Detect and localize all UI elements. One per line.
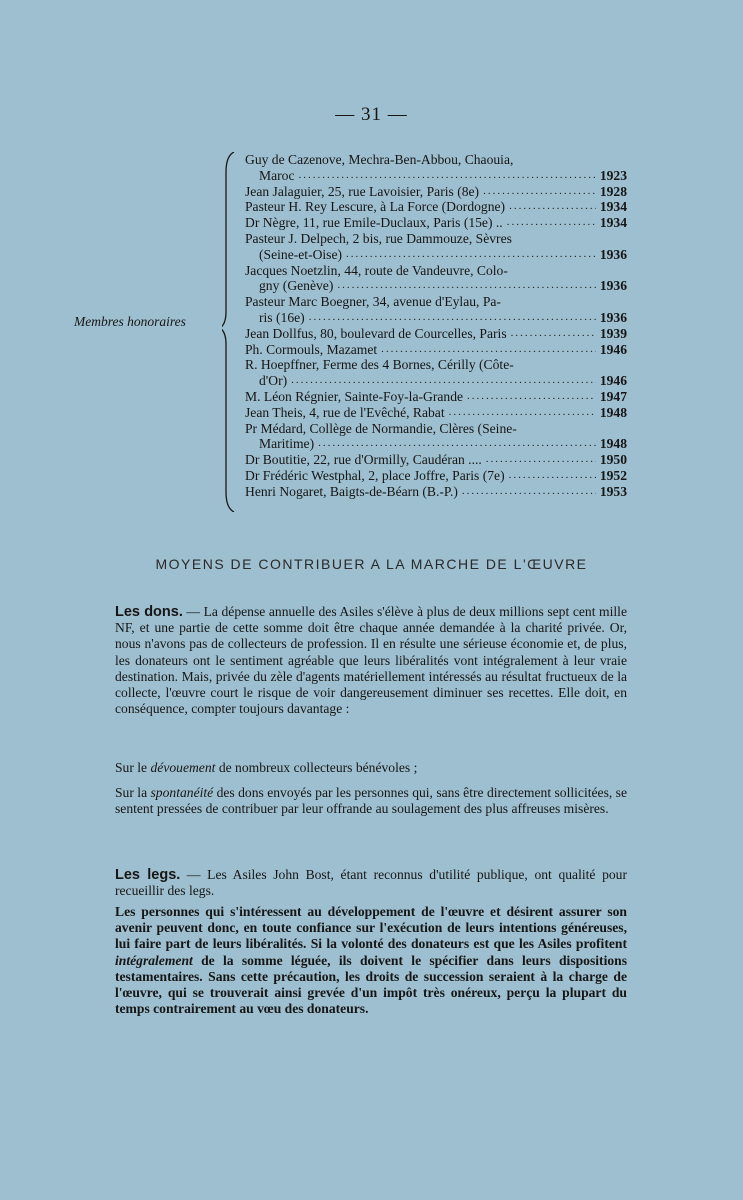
leader-dots — [507, 215, 596, 231]
member-line — [245, 373, 627, 389]
member-line — [245, 278, 627, 294]
member-year: 1948 — [599, 436, 627, 452]
member-line — [245, 168, 627, 184]
member-text: ris (16e) — [259, 309, 305, 325]
leader-dots — [291, 373, 596, 389]
member-line — [245, 231, 627, 247]
member-line — [245, 357, 627, 373]
member-text: Ph. Cormouls, Mazamet — [245, 341, 378, 357]
leader-dots — [462, 484, 596, 500]
paragraph-devouement — [115, 760, 627, 776]
member-entry — [245, 468, 627, 484]
member-year: 1934 — [599, 215, 627, 231]
member-text: gny (Genève) — [259, 278, 334, 294]
member-text: Maritime) — [259, 436, 315, 452]
member-line — [245, 436, 627, 452]
member-entry — [245, 484, 627, 500]
leader-dots — [318, 436, 596, 452]
member-line — [245, 310, 627, 326]
member-text: Jean Theis, 4, rue de l'Evêché, Rabat — [245, 404, 445, 420]
member-text: Dr Nègre, 11, rue Emile-Duclaux, Paris (15e) .. — [245, 215, 503, 231]
devouement-post: de nombreux collecteurs bénévoles ; — [215, 760, 418, 775]
member-text: Jean Dollfus, 80, boulevard de Courcelles, Paris — [245, 325, 507, 341]
member-line — [245, 484, 627, 500]
dons-heading: Les dons. — [115, 604, 183, 620]
member-entry — [245, 184, 627, 200]
personnes-post: de la somme léguée, ils doivent le spécifier dans leurs dispositions testamentaires. Sans cette précaution, les droits de succession seraient à la charge de l'œuvre, qui se trouverait ainsi grevée d'un impôt très onéreux, perçu la plupart du temps contrairement au vœu des donateurs. — [115, 952, 627, 1017]
member-text: (Seine-et-Oise) — [259, 246, 343, 262]
member-year: 1928 — [599, 183, 627, 199]
members-list — [245, 152, 627, 500]
member-text: Guy de Cazenove, Mechra-Ben-Abbou, Chaouia, — [245, 152, 514, 167]
member-text: Dr Boutitie, 22, rue d'Ormilly, Caudéran .... — [245, 452, 482, 468]
member-entry — [245, 357, 627, 389]
leader-dots — [337, 278, 595, 294]
member-line — [245, 342, 627, 358]
section-title: MOYENS DE CONTRIBUER A LA MARCHE DE L'ŒUVRE — [155, 556, 588, 572]
member-year: 1952 — [599, 467, 627, 483]
member-line — [245, 152, 627, 168]
member-text: Pr Médard, Collège de Normandie, Clères (Seine- — [245, 420, 517, 436]
member-text: Jean Jalaguier, 25, rue Lavoisier, Paris (8e) — [245, 183, 480, 199]
member-line — [245, 263, 627, 279]
member-line — [245, 389, 627, 405]
member-year: 1934 — [599, 199, 627, 215]
side-label: Membres honoraires — [74, 314, 186, 329]
spontaneite-em: spontanéité — [150, 785, 214, 800]
leader-dots — [449, 405, 596, 421]
member-entry — [245, 231, 627, 263]
member-text: Jacques Noetzlin, 44, route de Vandeuvre, Colo- — [245, 262, 508, 278]
member-entry — [245, 263, 627, 295]
paragraph-dons — [115, 604, 627, 717]
member-year: 1936 — [599, 309, 627, 325]
dons-text: — La dépense annuelle des Asiles s'élève à plus de deux millions sept cent mille NF, et une partie de cette somme doit être chaque année demandée à la charité privée. Or, nous n'avons pas de collecteurs de profession. Il en résulte une sérieuse économie et, de plus, les donateurs ont le sentiment agréable que leurs libéralités vont intégralement à leur vraie destination. Mais, privée du zèle d'agents matériellement intéressés au résultat fructueux de la collecte, l'œuvre court le risque de voir dangereusement diminuer ses recettes. Elle doit, en conséquence, compter toujours davantage : — [115, 604, 627, 717]
member-text: Henri Nogaret, Baigts-de-Béarn (B.-P.) — [245, 483, 458, 499]
member-line — [245, 215, 627, 231]
member-year: 1950 — [599, 452, 627, 468]
leader-dots — [486, 452, 596, 468]
spontaneite-pre: Sur la — [115, 785, 151, 800]
member-text: Pasteur Marc Boegner, 34, avenue d'Eylau, Pa- — [245, 294, 501, 310]
devouement-pre: Sur le — [115, 760, 151, 775]
member-entry — [245, 389, 627, 405]
paragraph-spontaneite — [115, 785, 627, 817]
member-year: 1953 — [599, 483, 627, 499]
member-entry — [245, 294, 627, 326]
member-year: 1936 — [599, 278, 627, 294]
member-line — [245, 247, 627, 263]
leader-dots — [381, 342, 596, 358]
member-text: M. Léon Régnier, Sainte-Foy-la-Grande — [245, 388, 464, 404]
member-text: Pasteur H. Rey Lescure, à La Force (Dordogne) — [245, 199, 506, 215]
member-year: 1923 — [599, 167, 627, 183]
paragraph-legs — [115, 867, 627, 899]
leader-dots — [346, 247, 596, 263]
member-entry — [245, 152, 627, 184]
member-line — [245, 421, 627, 437]
leader-dots — [298, 168, 595, 184]
devouement-em: dévouement — [150, 760, 216, 775]
member-text: Dr Frédéric Westphal, 2, place Joffre, Paris (7e) — [245, 467, 505, 483]
member-entry — [245, 199, 627, 215]
member-entry — [245, 405, 627, 421]
member-text: d'Or) — [259, 373, 288, 389]
member-text: R. Hoepffner, Ferme des 4 Bornes, Cérilly (Côte- — [245, 357, 514, 373]
member-line — [245, 199, 627, 215]
paragraph-personnes — [115, 904, 627, 1017]
page-number: — 31 — — [335, 104, 408, 125]
member-text: Pasteur J. Delpech, 2 bis, rue Dammouze, Sèvres — [245, 230, 512, 246]
spontaneite-post: des dons envoyés par les personnes qui, sans être directement sollicitées, se sentent pressées de contribuer par leur offrande au soulagement des plus affreuses misères. — [115, 785, 627, 817]
member-year: 1939 — [599, 325, 627, 341]
member-entry — [245, 215, 627, 231]
member-year: 1947 — [599, 388, 627, 404]
member-year: 1946 — [599, 341, 627, 357]
leader-dots — [309, 310, 596, 326]
member-entry — [245, 326, 627, 342]
leader-dots — [511, 326, 596, 342]
personnes-pre: Les personnes qui s'intéressent au développement de l'œuvre et désirent assurer son avenir peuvent donc, en toute confiance sur l'exécution de leurs intentions généreuses, lui faire part de leurs libéralités. Si la volonté des donateurs est que les Asiles profitent — [115, 904, 627, 952]
member-year: 1948 — [599, 404, 627, 420]
personnes-em: intégralement — [115, 952, 193, 968]
legs-heading: Les legs. — [115, 867, 181, 883]
leader-dots — [483, 184, 596, 200]
leader-dots — [467, 389, 596, 405]
member-line — [245, 184, 627, 200]
leader-dots — [509, 199, 596, 215]
member-text: Maroc — [259, 167, 295, 183]
member-year: 1946 — [599, 373, 627, 389]
member-year: 1936 — [599, 246, 627, 262]
member-entry — [245, 342, 627, 358]
member-line — [245, 468, 627, 484]
member-line — [245, 326, 627, 342]
member-entry — [245, 421, 627, 453]
member-line — [245, 294, 627, 310]
member-line — [245, 452, 627, 468]
legs-text: — Les Asiles John Bost, étant reconnus d'utilité publique, ont qualité pour recueillir des legs. — [115, 867, 627, 899]
member-entry — [245, 452, 627, 468]
leader-dots — [509, 468, 596, 484]
brace-line — [222, 152, 236, 512]
member-line — [245, 405, 627, 421]
